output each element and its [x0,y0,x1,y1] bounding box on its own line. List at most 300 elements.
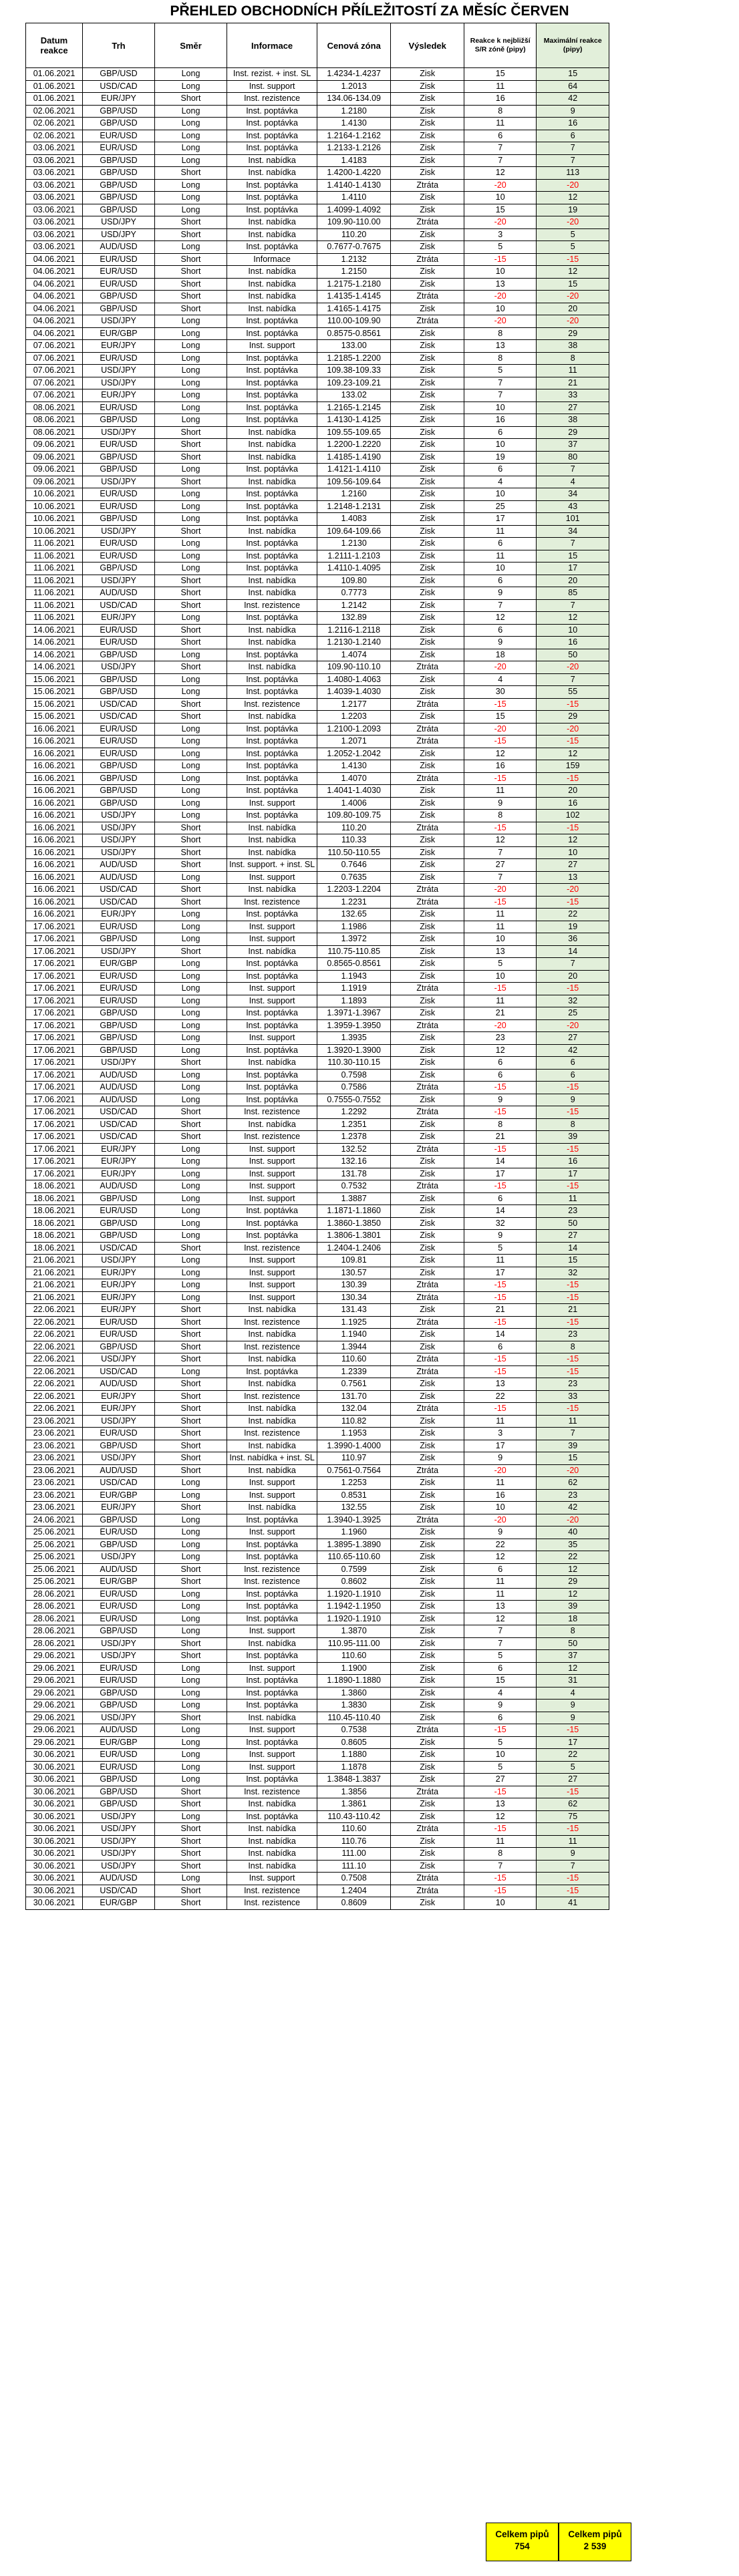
cell-direction: Short [155,945,227,958]
cell-direction: Long [155,673,227,686]
cell-market: EUR/JPY [83,1279,155,1292]
table-row [26,1687,609,1700]
table-row [26,1007,609,1020]
cell-price-zone: 0.7599 [317,1563,391,1576]
cell-date: 03.06.2021 [26,154,83,167]
cell-direction: Short [155,698,227,711]
cell-information: Inst. poptávka [227,1774,317,1786]
cell-price-zone: 0.7586 [317,1082,391,1094]
cell-date: 29.06.2021 [26,1650,83,1663]
cell-result: Ztráta [391,884,464,897]
cell-direction: Short [155,1329,227,1341]
cell-reaction: 8 [464,810,537,822]
cell-result: Zisk [391,909,464,921]
cell-market: USD/CAD [83,698,155,711]
cell-market: GBP/USD [83,1440,155,1452]
cell-date: 29.06.2021 [26,1736,83,1749]
cell-max-reaction: 4 [537,476,609,488]
cell-date: 04.06.2021 [26,266,83,279]
cell-information: Inst. support [227,1662,317,1675]
cell-price-zone: 110.00-109.90 [317,315,391,328]
table-row [26,130,609,142]
cell-result: Zisk [391,118,464,130]
cell-result: Zisk [391,1094,464,1106]
cell-market: USD/JPY [83,377,155,389]
cell-reaction: 14 [464,1156,537,1168]
cell-information: Inst. poptávka [227,179,317,192]
cell-market: EUR/USD [83,983,155,995]
cell-reaction: 10 [464,439,537,452]
cell-result: Zisk [391,587,464,600]
table-row [26,562,609,575]
table-row [26,624,609,637]
cell-direction: Short [155,1106,227,1119]
cell-date: 09.06.2021 [26,476,83,488]
cell-direction: Short [155,1650,227,1663]
cell-direction: Long [155,612,227,625]
cell-price-zone: 1.3971-1.3967 [317,1007,391,1020]
cell-date: 17.06.2021 [26,921,83,933]
cell-max-reaction: -20 [537,1019,609,1032]
cell-date: 23.06.2021 [26,1452,83,1465]
cell-market: USD/JPY [83,1551,155,1564]
cell-reaction: -15 [464,736,537,748]
cell-reaction: 12 [464,748,537,760]
cell-market: GBP/USD [83,562,155,575]
cell-market: EUR/USD [83,1613,155,1625]
cell-information: Inst. nabídka [227,291,317,303]
cell-max-reaction: 27 [537,1032,609,1045]
table-row [26,1156,609,1168]
cell-price-zone: 1.4006 [317,797,391,810]
table-row [26,1291,609,1304]
cell-max-reaction: 34 [537,488,609,501]
cell-date: 11.06.2021 [26,538,83,550]
table-row [26,1650,609,1663]
header-direction: Směr [155,23,227,68]
cell-reaction: 16 [464,1489,537,1502]
cell-market: EUR/USD [83,1329,155,1341]
cell-price-zone: 1.2203-1.2204 [317,884,391,897]
cell-information: Inst. poptávka [227,365,317,377]
cell-result: Zisk [391,1798,464,1811]
cell-price-zone: 1.2164-1.2162 [317,130,391,142]
cell-information: Inst. nabídka [227,278,317,291]
cell-price-zone: 1.2351 [317,1118,391,1131]
cell-result: Zisk [391,1749,464,1762]
cell-market: AUD/USD [83,1873,155,1885]
cell-max-reaction: -20 [537,315,609,328]
cell-price-zone: 1.1925 [317,1316,391,1329]
cell-reaction: 11 [464,1576,537,1589]
cell-max-reaction: 29 [537,711,609,723]
header-result: Výsledek [391,23,464,68]
cell-information: Inst. nabídka [227,1329,317,1341]
cell-information: Inst. nabídka [227,834,317,847]
cell-date: 28.06.2021 [26,1625,83,1638]
cell-market: EUR/USD [83,278,155,291]
cell-date: 23.06.2021 [26,1464,83,1477]
cell-date: 30.06.2021 [26,1848,83,1861]
cell-date: 03.06.2021 [26,142,83,155]
cell-market: USD/JPY [83,1057,155,1070]
cell-max-reaction: 12 [537,834,609,847]
cell-result: Ztráta [391,1514,464,1526]
cell-price-zone: 110.97 [317,1452,391,1465]
table-row [26,1502,609,1514]
table-row [26,1316,609,1329]
cell-reaction: 6 [464,1057,537,1070]
cell-max-reaction: -15 [537,896,609,909]
cell-reaction: 3 [464,228,537,241]
cell-date: 14.06.2021 [26,624,83,637]
cell-result: Zisk [391,167,464,180]
cell-max-reaction: -15 [537,1106,609,1119]
cell-result: Zisk [391,1390,464,1403]
cell-reaction: 11 [464,1588,537,1601]
cell-date: 17.06.2021 [26,1106,83,1119]
cell-price-zone: 1.3856 [317,1786,391,1798]
cell-price-zone: 1.3920-1.3900 [317,1044,391,1057]
cell-max-reaction: 7 [537,1860,609,1873]
table-row [26,711,609,723]
cell-reaction: 16 [464,93,537,106]
cell-result: Ztráta [391,1180,464,1193]
cell-reaction: 13 [464,278,537,291]
cell-information: Inst. support [227,80,317,93]
cell-information: Inst. support [227,1156,317,1168]
cell-max-reaction: 12 [537,1588,609,1601]
cell-price-zone: 132.52 [317,1143,391,1156]
cell-information: Inst. poptávka [227,1007,317,1020]
cell-reaction: 7 [464,1625,537,1638]
cell-result: Zisk [391,426,464,439]
cell-date: 17.06.2021 [26,1131,83,1144]
cell-information: Inst. poptávka [227,414,317,427]
cell-reaction: 15 [464,1675,537,1687]
cell-date: 28.06.2021 [26,1613,83,1625]
cell-date: 23.06.2021 [26,1440,83,1452]
cell-information: Inst. poptávka [227,909,317,921]
cell-information: Inst. nabídka [227,1118,317,1131]
cell-information: Inst. support [227,1625,317,1638]
cell-market: AUD/USD [83,1094,155,1106]
cell-result: Zisk [391,1539,464,1551]
cell-direction: Long [155,352,227,365]
cell-result: Zisk [391,1329,464,1341]
cell-market: GBP/USD [83,1007,155,1020]
cell-reaction: 12 [464,1551,537,1564]
table-row [26,945,609,958]
table-row [26,303,609,315]
table-row [26,1230,609,1243]
cell-information: Inst. support [227,1279,317,1292]
table-row [26,550,609,562]
cell-market: GBP/USD [83,772,155,785]
cell-information: Inst. support [227,995,317,1007]
cell-market: USD/CAD [83,1242,155,1255]
cell-max-reaction: -15 [537,698,609,711]
cell-reaction: 9 [464,587,537,600]
cell-price-zone: 1.4041-1.4030 [317,785,391,798]
cell-information: Inst. poptávka [227,1601,317,1613]
cell-date: 30.06.2021 [26,1774,83,1786]
cell-information: Inst. support [227,871,317,884]
table-row [26,451,609,464]
cell-direction: Short [155,1786,227,1798]
cell-reaction: 10 [464,401,537,414]
cell-reaction: 11 [464,1255,537,1267]
cell-date: 17.06.2021 [26,970,83,983]
cell-reaction: 10 [464,1749,537,1762]
cell-market: EUR/JPY [83,1403,155,1416]
cell-market: AUD/USD [83,1082,155,1094]
cell-result: Zisk [391,1032,464,1045]
cell-direction: Long [155,772,227,785]
cell-direction: Long [155,1019,227,1032]
table-row [26,464,609,476]
cell-market: USD/JPY [83,1823,155,1836]
cell-direction: Short [155,1897,227,1910]
table-row [26,439,609,452]
cell-result: Zisk [391,451,464,464]
cell-market: USD/JPY [83,216,155,229]
cell-price-zone: 1.2339 [317,1365,391,1378]
cell-direction: Long [155,1007,227,1020]
cell-result: Zisk [391,1650,464,1663]
cell-reaction: -15 [464,1316,537,1329]
cell-max-reaction: 39 [537,1131,609,1144]
cell-date: 29.06.2021 [26,1724,83,1737]
table-row [26,1378,609,1391]
cell-information: Inst. support. + inst. SL [227,859,317,872]
cell-price-zone: 0.7508 [317,1873,391,1885]
cell-market: USD/JPY [83,822,155,834]
cell-market: EUR/JPY [83,1143,155,1156]
cell-direction: Short [155,451,227,464]
table-row [26,970,609,983]
cell-market: GBP/USD [83,1786,155,1798]
table-row [26,834,609,847]
cell-date: 07.06.2021 [26,340,83,353]
cell-date: 07.06.2021 [26,365,83,377]
cell-direction: Long [155,1230,227,1243]
cell-result: Zisk [391,278,464,291]
cell-direction: Long [155,871,227,884]
cell-max-reaction: -15 [537,253,609,266]
cell-information: Inst. rezistence [227,93,317,106]
cell-price-zone: 0.8605 [317,1736,391,1749]
table-row [26,1675,609,1687]
table-row [26,822,609,834]
cell-price-zone: 1.3860-1.3850 [317,1217,391,1230]
cell-max-reaction: 8 [537,1341,609,1353]
cell-max-reaction: 17 [537,1168,609,1180]
cell-reaction: 8 [464,327,537,340]
cell-information: Inst. poptávka [227,538,317,550]
cell-direction: Long [155,1662,227,1675]
cell-market: EUR/USD [83,488,155,501]
cell-information: Inst. rezistence [227,1563,317,1576]
table-row [26,352,609,365]
cell-date: 08.06.2021 [26,414,83,427]
cell-reaction: 7 [464,1860,537,1873]
table-row [26,1329,609,1341]
cell-date: 03.06.2021 [26,179,83,192]
cell-information: Inst. poptávka [227,401,317,414]
cell-direction: Long [155,736,227,748]
cell-max-reaction: 9 [537,1700,609,1712]
cell-max-reaction: 15 [537,68,609,81]
cell-reaction: -15 [464,1885,537,1897]
cell-date: 17.06.2021 [26,1057,83,1070]
cell-date: 17.06.2021 [26,983,83,995]
table-row [26,637,609,649]
cell-direction: Long [155,1143,227,1156]
cell-reaction: 17 [464,513,537,526]
cell-result: Zisk [391,1217,464,1230]
cell-reaction: 27 [464,1774,537,1786]
cell-reaction: 6 [464,1563,537,1576]
cell-direction: Short [155,1428,227,1440]
cell-result: Zisk [391,834,464,847]
cell-max-reaction: 42 [537,93,609,106]
cell-max-reaction: 7 [537,464,609,476]
cell-market: GBP/USD [83,291,155,303]
table-row [26,315,609,328]
cell-price-zone: 0.7773 [317,587,391,600]
table-row [26,1415,609,1428]
cell-market: EUR/JPY [83,1502,155,1514]
cell-date: 16.06.2021 [26,810,83,822]
cell-information: Inst. poptávka [227,118,317,130]
cell-information: Inst. poptávka [227,1019,317,1032]
cell-max-reaction: 80 [537,451,609,464]
cell-market: EUR/GBP [83,1576,155,1589]
table-row [26,1131,609,1144]
cell-direction: Short [155,661,227,674]
cell-result: Zisk [391,142,464,155]
cell-max-reaction: 11 [537,365,609,377]
table-row [26,1860,609,1873]
cell-reaction: 7 [464,377,537,389]
cell-max-reaction: 12 [537,1563,609,1576]
table-row [26,896,609,909]
table-row [26,1069,609,1082]
cell-information: Inst. poptávka [227,204,317,216]
cell-direction: Long [155,748,227,760]
cell-max-reaction: 12 [537,1662,609,1675]
table-row [26,118,609,130]
cell-reaction: 12 [464,167,537,180]
cell-date: 16.06.2021 [26,723,83,736]
cell-market: USD/JPY [83,945,155,958]
cell-max-reaction: 36 [537,933,609,946]
cell-max-reaction: 29 [537,327,609,340]
cell-date: 28.06.2021 [26,1588,83,1601]
cell-direction: Short [155,525,227,538]
cell-price-zone: 130.57 [317,1267,391,1279]
cell-result: Ztráta [391,315,464,328]
cell-market: EUR/USD [83,130,155,142]
table-row [26,1242,609,1255]
cell-max-reaction: 23 [537,1489,609,1502]
cell-reaction: 8 [464,1848,537,1861]
cell-max-reaction: 11 [537,1835,609,1848]
cell-market: EUR/USD [83,550,155,562]
cell-information: Inst. support [227,797,317,810]
cell-max-reaction: -20 [537,179,609,192]
table-row [26,1873,609,1885]
cell-max-reaction: -15 [537,1786,609,1798]
cell-direction: Long [155,995,227,1007]
cell-price-zone: 132.16 [317,1156,391,1168]
cell-result: Zisk [391,562,464,575]
cell-reaction: 10 [464,192,537,204]
table-row [26,1613,609,1625]
cell-date: 29.06.2021 [26,1712,83,1724]
cell-result: Ztráta [391,1316,464,1329]
cell-reaction: 22 [464,1539,537,1551]
cell-date: 30.06.2021 [26,1823,83,1836]
table-body [26,68,609,1910]
cell-direction: Long [155,1687,227,1700]
table-row [26,142,609,155]
cell-market: USD/CAD [83,80,155,93]
cell-result: Zisk [391,327,464,340]
cell-price-zone: 110.43-110.42 [317,1810,391,1823]
cell-reaction: 9 [464,1452,537,1465]
cell-price-zone: 111.10 [317,1860,391,1873]
cell-max-reaction: 7 [537,538,609,550]
cell-date: 28.06.2021 [26,1637,83,1650]
cell-price-zone: 1.4121-1.4110 [317,464,391,476]
cell-market: GBP/USD [83,1230,155,1243]
cell-market: GBP/USD [83,464,155,476]
cell-max-reaction: 23 [537,1378,609,1391]
cell-information: Inst. poptávka [227,105,317,118]
cell-result: Zisk [391,1205,464,1218]
cell-price-zone: 109.56-109.64 [317,476,391,488]
cell-max-reaction: 38 [537,340,609,353]
cell-information: Inst. poptávka [227,389,317,402]
cell-information: Inst. rezistence [227,698,317,711]
cell-market: GBP/USD [83,1192,155,1205]
cell-market: EUR/USD [83,439,155,452]
cell-market: GBP/USD [83,1217,155,1230]
cell-max-reaction: 20 [537,303,609,315]
cell-reaction: 13 [464,1798,537,1811]
cell-information: Inst. nabídka [227,1835,317,1848]
cell-information: Inst. poptávka [227,142,317,155]
cell-date: 04.06.2021 [26,291,83,303]
table-row [26,500,609,513]
cell-result: Ztráta [391,896,464,909]
cell-price-zone: 1.4080-1.4063 [317,673,391,686]
cell-information: Inst. nabídka [227,884,317,897]
cell-information: Inst. support [227,1873,317,1885]
cell-reaction: 9 [464,1094,537,1106]
cell-result: Ztráta [391,1885,464,1897]
cell-price-zone: 110.20 [317,822,391,834]
cell-information: Inst. support [227,1255,317,1267]
cell-result: Zisk [391,945,464,958]
table-row [26,1428,609,1440]
cell-market: GBP/USD [83,1019,155,1032]
cell-result: Ztráta [391,291,464,303]
cell-max-reaction: 159 [537,760,609,773]
cell-price-zone: 1.4083 [317,513,391,526]
